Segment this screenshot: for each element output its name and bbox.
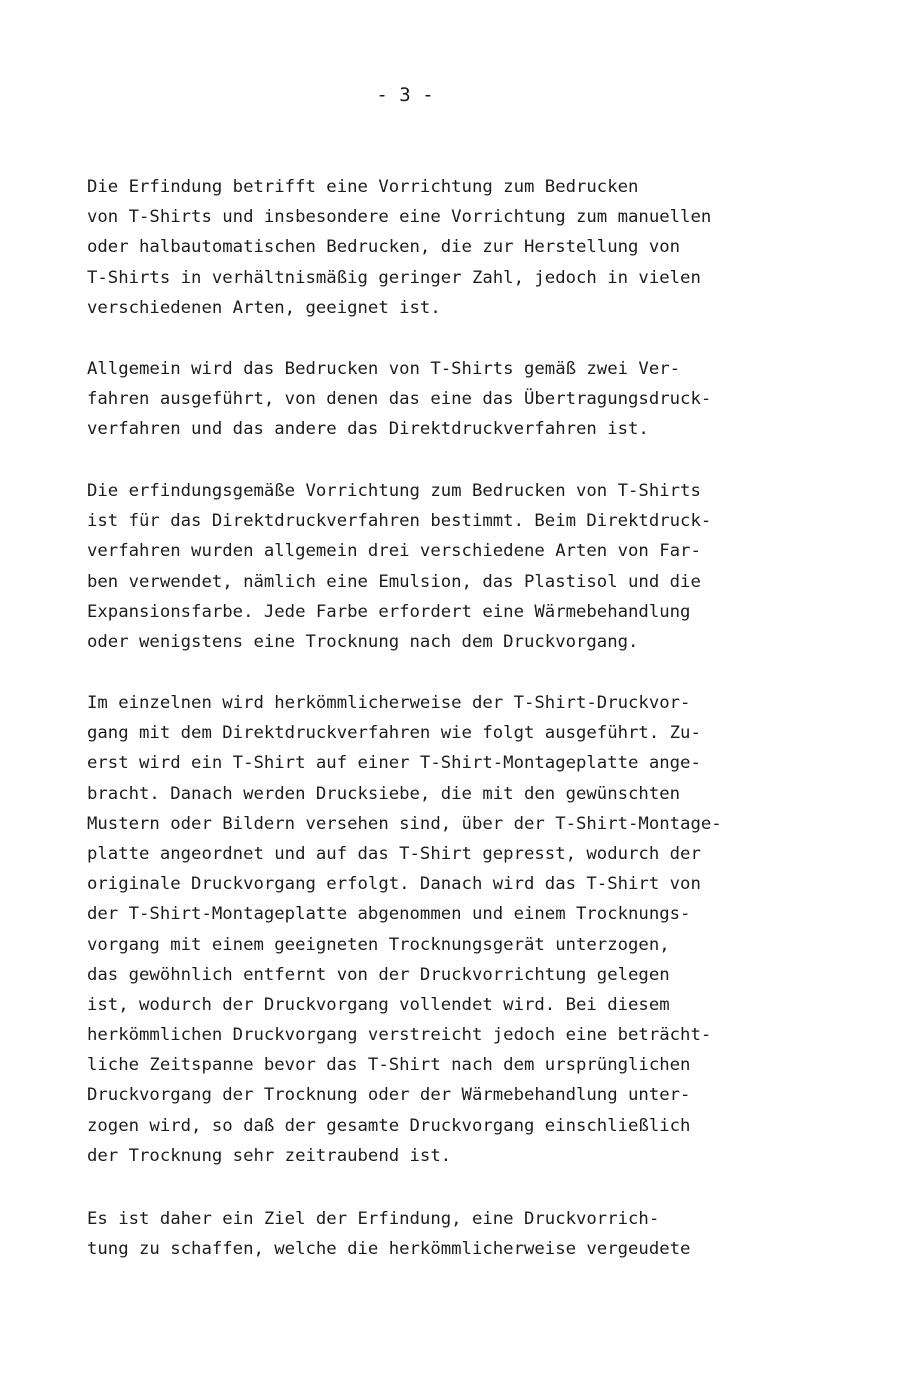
text-line: bracht. Danach werden Drucksiebe, die mit den gewünschten xyxy=(87,783,681,804)
text-line: ist für das Direktdruckverfahren bestimmt. Beim Direktdruck- xyxy=(87,511,712,532)
text-line: verfahren und das andere das Direktdruckverfahren ist. xyxy=(87,419,649,440)
text-line: T-Shirts in verhältnismäßig geringer Zahl, jedoch in vielen xyxy=(87,267,701,288)
text-line: das gewöhnlich entfernt von der Druckvorrichtung gelegen xyxy=(87,964,670,985)
text-line: Allgemein wird das Bedrucken von T-Shirts gemäß zwei Ver- xyxy=(87,359,681,379)
paragraph-4 xyxy=(87,688,857,1171)
text-line: der Trocknung sehr zeitraubend ist. xyxy=(87,1145,452,1166)
text-line: platte angeordnet und auf das T-Shirt gepresst, wodurch der xyxy=(87,843,701,864)
text-line: liche Zeitspanne bevor das T-Shirt nach dem ursprünglichen xyxy=(87,1055,691,1076)
text-line: Die Erfindung betrifft eine Vorrichtung zum Bedrucken xyxy=(87,177,639,197)
text-line: fahren ausgeführt, von denen das eine das Übertragungsdruck- xyxy=(87,389,712,410)
paragraph-1 xyxy=(87,172,857,323)
text-line: oder wenigstens eine Trocknung nach dem Druckvorgang. xyxy=(87,631,639,652)
paragraph-5 xyxy=(87,1204,857,1264)
text-line: erst wird ein T-Shirt auf einer T-Shirt-Montageplatte ange- xyxy=(87,753,701,774)
text-line: ist, wodurch der Druckvorgang vollendet wird. Bei diesem xyxy=(87,994,670,1015)
text-line: zogen wird, so daß der gesamte Druckvorgang einschließlich xyxy=(87,1115,691,1136)
text-line: der T-Shirt-Montageplatte abgenommen und einem Trocknungs- xyxy=(87,904,691,925)
text-line: Es ist daher ein Ziel der Erfindung, eine Druckvorrich- xyxy=(87,1209,660,1229)
text-line: herkömmlichen Druckvorgang verstreicht jedoch eine beträcht- xyxy=(87,1025,712,1046)
text-line: verfahren wurden allgemein drei verschiedene Arten von Far- xyxy=(87,541,701,562)
text-line: oder halbautomatischen Bedrucken, die zur Herstellung von xyxy=(87,237,681,258)
paragraph-3 xyxy=(87,476,857,657)
text-line: Im einzelnen wird herkömmlicherweise der T-Shirt-Druckvor- xyxy=(87,693,691,713)
text-line: Druckvorgang der Trocknung oder der Wärmebehandlung unter- xyxy=(87,1085,691,1106)
text-line: von T-Shirts und insbesondere eine Vorrichtung zum manuellen xyxy=(87,207,712,228)
page-number: - 3 - xyxy=(376,84,434,106)
text-line: verschiedenen Arten, geeignet ist. xyxy=(87,297,441,318)
text-line: vorgang mit einem geeigneten Trocknungsgerät unterzogen, xyxy=(87,934,670,955)
text-line: Die erfindungsgemäße Vorrichtung zum Bedrucken von T-Shirts xyxy=(87,481,701,501)
text-line: Mustern oder Bildern versehen sind, über der T-Shirt-Montage- xyxy=(87,813,722,834)
text-line: gang mit dem Direktdruckverfahren wie folgt ausgeführt. Zu- xyxy=(87,723,701,744)
text-line: ben verwendet, nämlich eine Emulsion, das Plastisol und die xyxy=(87,571,701,592)
text-line: Expansionsfarbe. Jede Farbe erfordert eine Wärmebehandlung xyxy=(87,601,691,622)
text-line: originale Druckvorgang erfolgt. Danach wird das T-Shirt von xyxy=(87,874,701,895)
paragraph-2 xyxy=(87,354,857,445)
text-line: tung zu schaffen, welche die herkömmlicherweise vergeudete xyxy=(87,1239,691,1260)
